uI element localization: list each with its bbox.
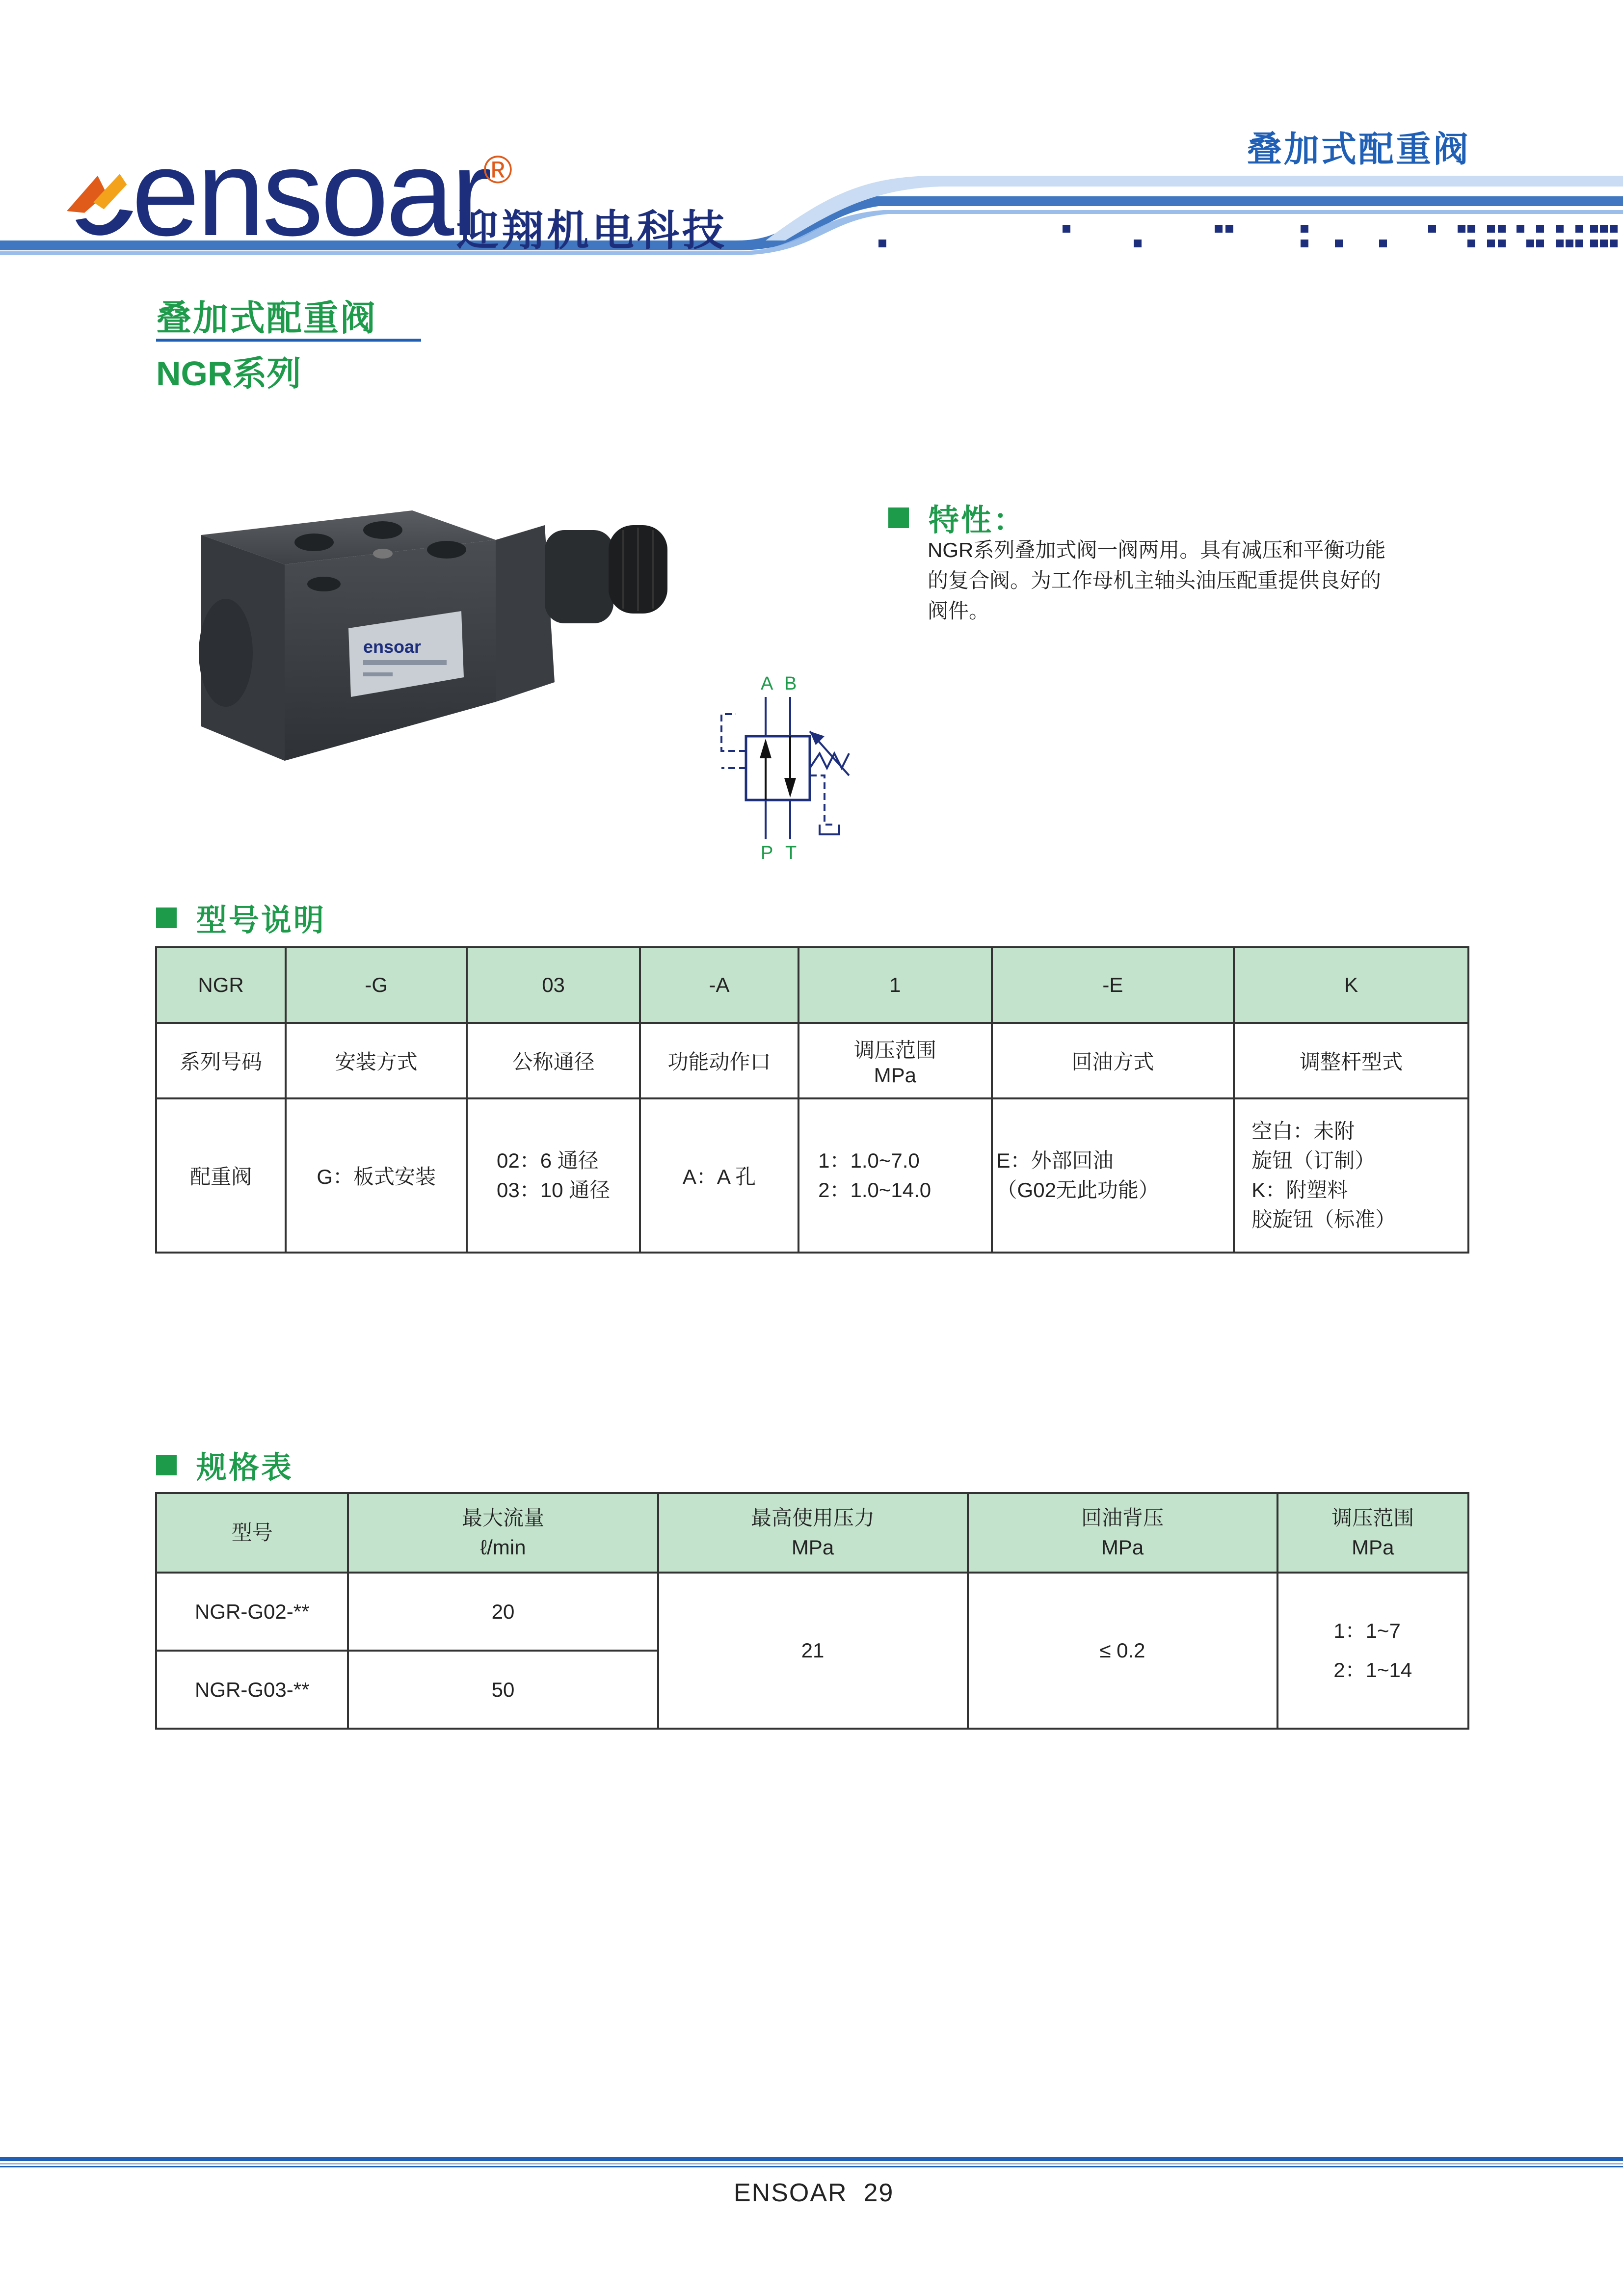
back-pressure-cell: ≤ 0.2: [968, 1573, 1277, 1729]
model-cell: NGR-G03-**: [156, 1651, 348, 1729]
value-cell: 02：6 通径 03：10 通径: [467, 1098, 640, 1253]
bullet-square-icon: [156, 1455, 177, 1475]
header-cell: 最高使用压力 MPa: [658, 1493, 968, 1573]
features-description: NGR系列叠加式阀一阀两用。具有减压和平衡功能的复合阀。为工作母机主轴头油压配重提供良好的阀件。: [928, 538, 1386, 622]
value-cell: 空白：未附 旋钮（订制） K：附塑料 胶旋钮（标准）: [1234, 1098, 1468, 1253]
spec-table: [155, 1492, 1469, 1730]
code-cell: -A: [640, 947, 798, 1023]
port-a-label: A: [761, 673, 773, 694]
footer-divider: [0, 2157, 1623, 2168]
max-pressure-cell: 21: [658, 1573, 968, 1729]
model-code-table: [155, 946, 1469, 1254]
name-cell: 系列号码: [156, 1023, 286, 1098]
brand-wordmark: ensoar: [132, 124, 489, 261]
header-cell: 型号: [156, 1493, 348, 1573]
code-cell: -E: [992, 947, 1234, 1023]
header-cell: 调压范围 MPa: [1277, 1493, 1469, 1573]
header-cell: 最大流量 ℓ/min: [348, 1493, 658, 1573]
features-heading: 特性：: [888, 496, 1026, 539]
table-row: [156, 1023, 1468, 1098]
flow-cell: 20: [348, 1573, 658, 1651]
page-footer: ENSOAR 29: [734, 2179, 894, 2207]
table-row: [156, 1573, 1468, 1651]
value-cell: 1：1.0~7.0 2：1.0~14.0: [798, 1098, 991, 1253]
model-section-heading: 型号说明: [156, 896, 326, 939]
registered-mark: ®: [483, 148, 512, 191]
flow-cell: 50: [348, 1651, 658, 1729]
header-dot-pattern: [874, 225, 1623, 254]
value-cell: E：外部回油 （G02无此功能）: [992, 1098, 1234, 1253]
name-cell: 回油方式: [992, 1023, 1234, 1098]
table-row: [156, 947, 1468, 1023]
page-title: 叠加式配重阀: [156, 299, 377, 338]
svg-text:ensoar: ensoar: [363, 637, 422, 657]
value-cell: A：A 孔: [640, 1098, 798, 1253]
range-cell: 1：1~7 2：1~14: [1277, 1573, 1469, 1729]
hydraulic-symbol-diagram: [707, 658, 883, 864]
name-cell: 公称通径: [467, 1023, 640, 1098]
brand-chinese-name: 迎翔机电科技: [456, 207, 727, 254]
name-cell: 调压范围 MPa: [798, 1023, 991, 1098]
table-row: [156, 1493, 1468, 1573]
header-cell: 回油背压 MPa: [968, 1493, 1277, 1573]
code-cell: 1: [798, 947, 991, 1023]
title-underline: [156, 339, 421, 342]
port-p-label: P: [761, 843, 773, 863]
spec-section-heading: 规格表: [156, 1443, 293, 1487]
series-title: NGR系列: [156, 354, 301, 393]
header-category-title: 叠加式配重阀: [1247, 130, 1471, 169]
model-cell: NGR-G02-**: [156, 1573, 348, 1651]
value-cell: 配重阀: [156, 1098, 286, 1253]
port-b-label: B: [784, 673, 797, 694]
valve-product-photo: [152, 496, 702, 771]
name-cell: 安装方式: [286, 1023, 467, 1098]
table-row: [156, 1098, 1468, 1253]
code-cell: NGR: [156, 947, 286, 1023]
name-cell: 调整杆型式: [1234, 1023, 1468, 1098]
port-t-label: T: [785, 843, 797, 863]
bullet-square-icon: [156, 908, 177, 928]
name-cell: 功能动作口: [640, 1023, 798, 1098]
code-cell: 03: [467, 947, 640, 1023]
bullet-square-icon: [888, 507, 909, 528]
code-cell: K: [1234, 947, 1468, 1023]
value-cell: G：板式安装: [286, 1098, 467, 1253]
code-cell: -G: [286, 947, 467, 1023]
